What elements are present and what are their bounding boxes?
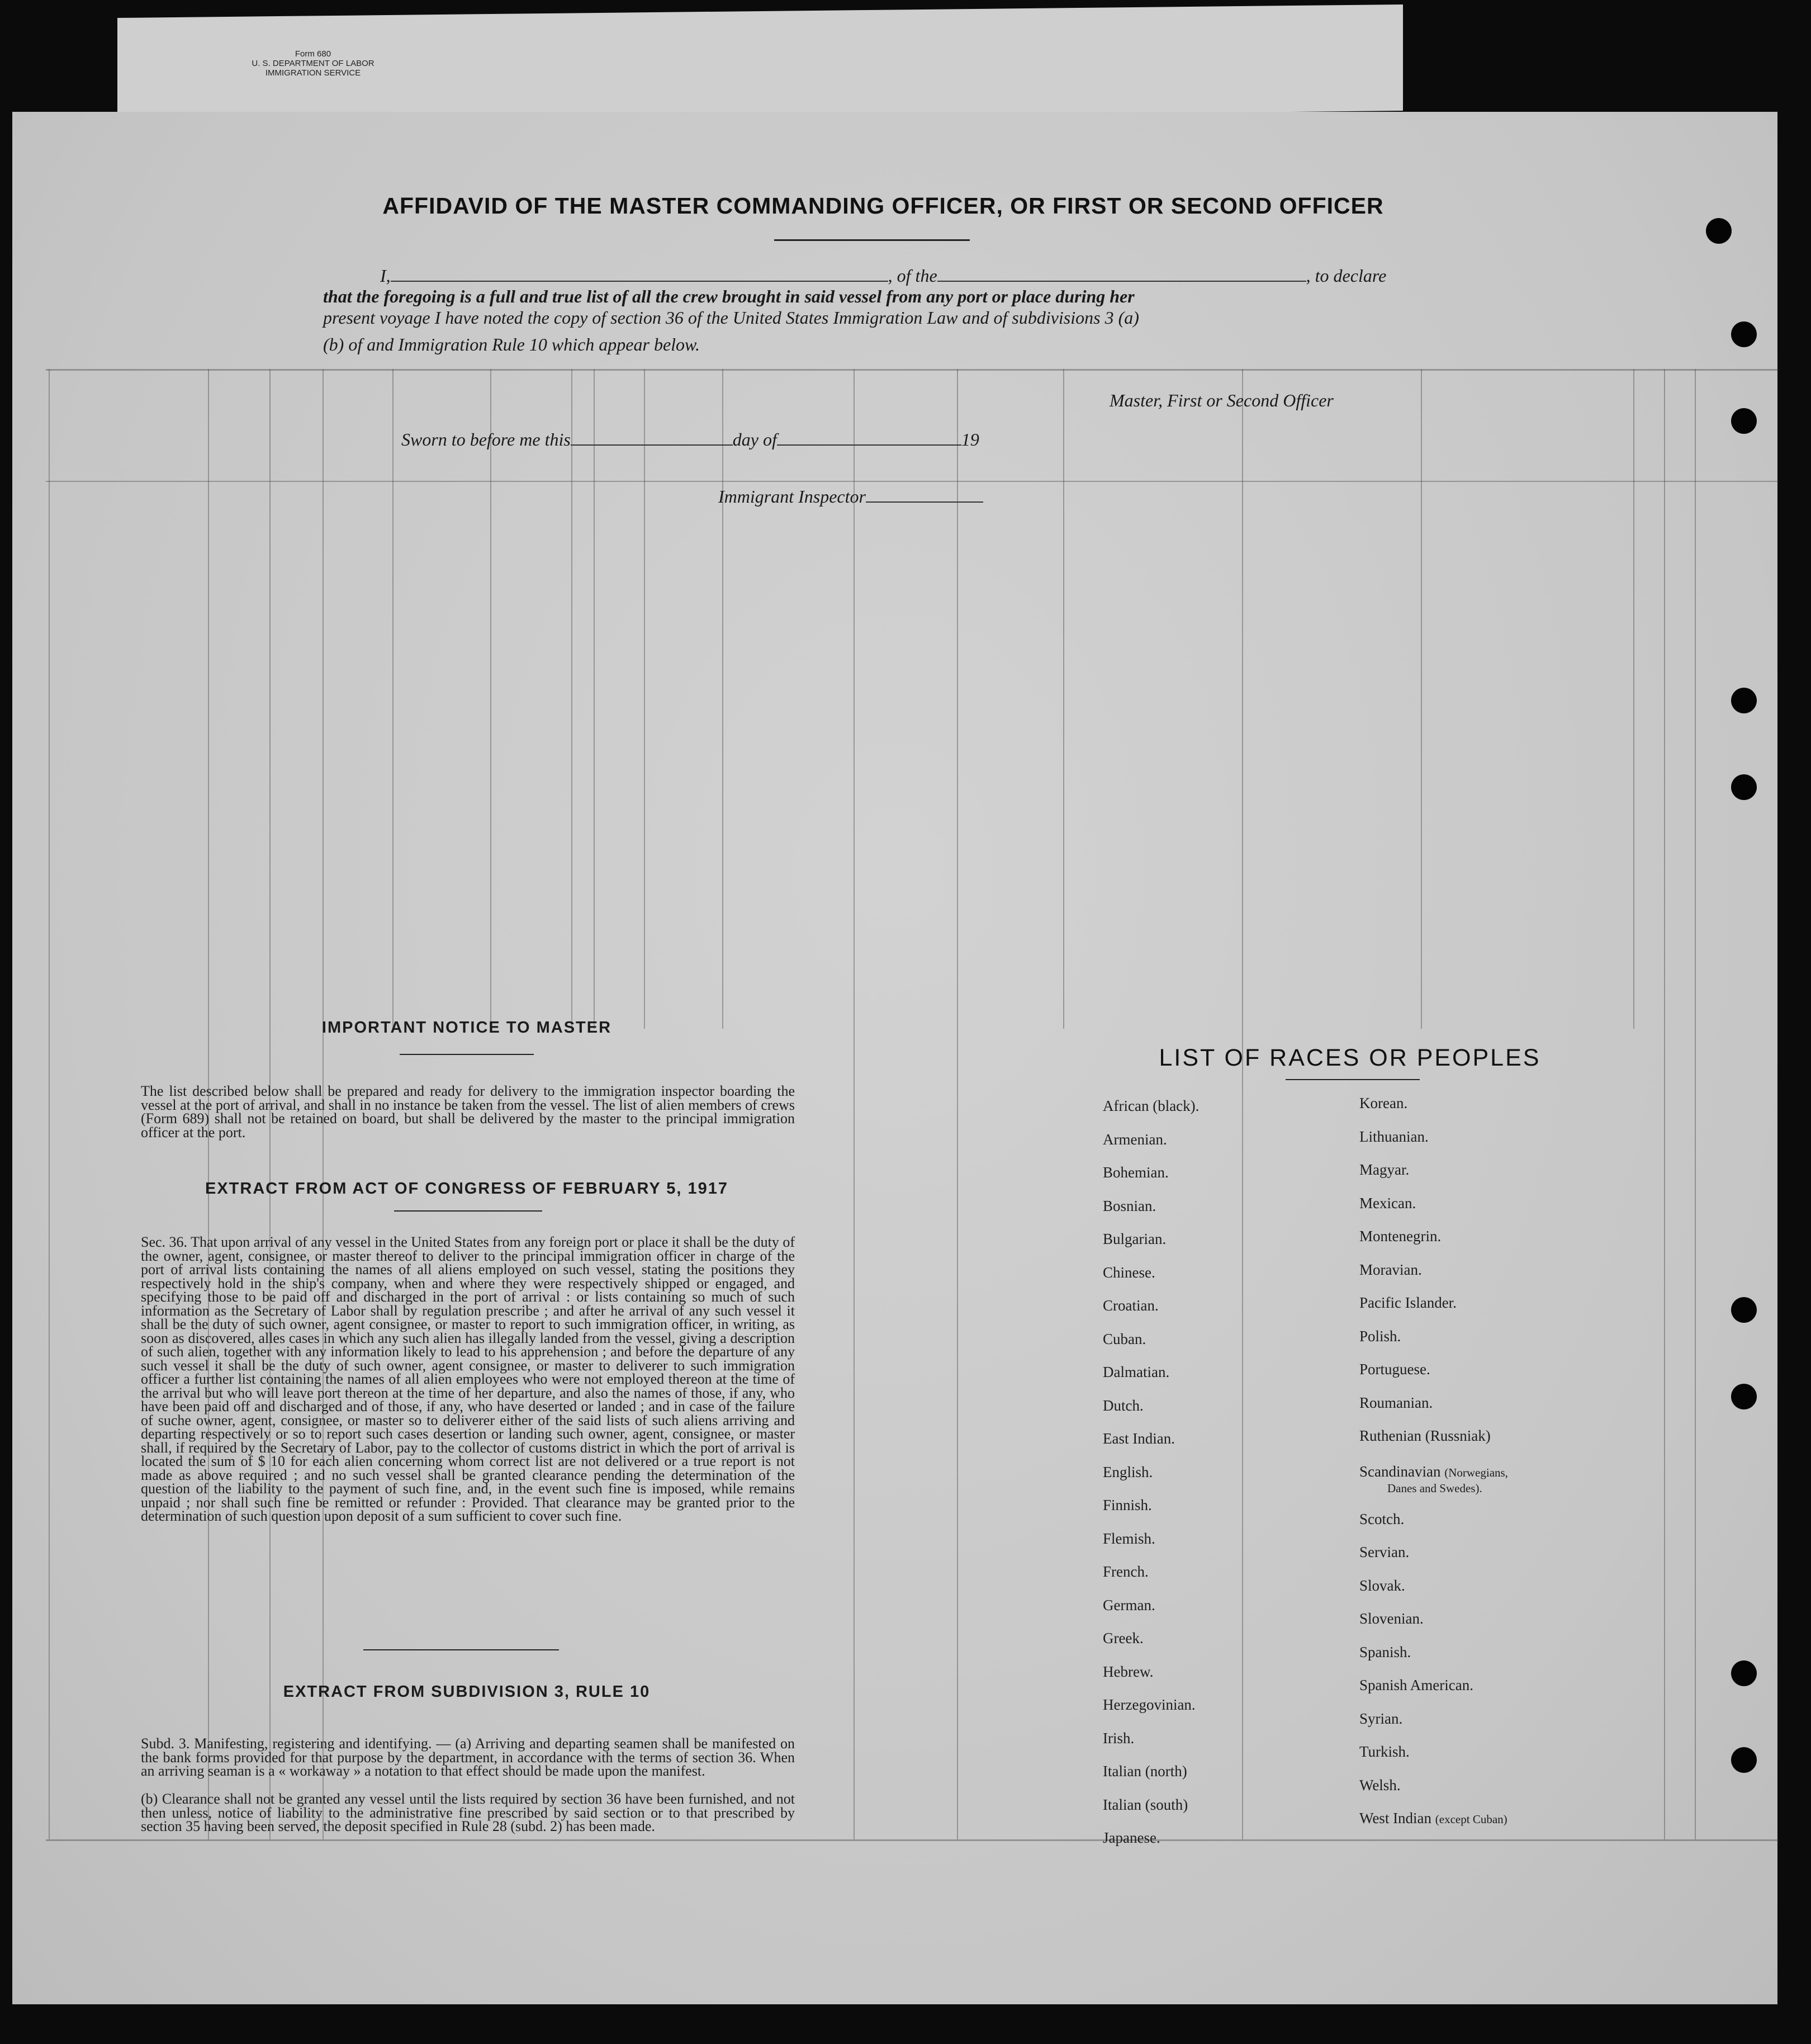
rule-divider bbox=[363, 1649, 559, 1650]
race-item: Greek. bbox=[1103, 1630, 1144, 1646]
race-item: Mexican. bbox=[1359, 1194, 1416, 1212]
race-item: Spanish American. bbox=[1359, 1677, 1473, 1693]
race-item: Magyar. bbox=[1359, 1161, 1410, 1178]
race-item: Montenegrin. bbox=[1359, 1228, 1442, 1245]
race-item: Scandinavian bbox=[1359, 1463, 1441, 1480]
race-item: Servian. bbox=[1359, 1544, 1410, 1560]
race-item: Dalmatian. bbox=[1103, 1364, 1170, 1380]
punch-hole bbox=[1731, 1297, 1757, 1323]
race-item: East Indian. bbox=[1103, 1430, 1175, 1447]
department-name: U. S. DEPARTMENT OF LABOR bbox=[252, 59, 374, 68]
affidavit-line-1 bbox=[380, 266, 1386, 286]
race-item: Bohemian. bbox=[1103, 1164, 1169, 1181]
race-item: Moravian. bbox=[1359, 1261, 1422, 1278]
affidavit-to-declare: , to declare bbox=[1306, 266, 1387, 286]
punch-hole bbox=[1731, 408, 1757, 434]
punch-hole bbox=[1731, 1660, 1757, 1686]
race-item: African (black). bbox=[1103, 1097, 1200, 1114]
race-item: Armenian. bbox=[1103, 1130, 1167, 1148]
race-item: Roumanian. bbox=[1359, 1394, 1433, 1411]
signature-label: Master, First or Second Officer bbox=[1110, 390, 1334, 410]
punch-hole bbox=[1706, 218, 1732, 244]
race-item: Dutch. bbox=[1103, 1397, 1144, 1414]
act-extract-title: EXTRACT FROM ACT OF CONGRESS OF FEBRUARY 5, 1917 bbox=[205, 1180, 729, 1198]
affidavit-line-2: that the foregoing is a full and true list of all the crew brought in said vessel from any port or place during her bbox=[323, 286, 1135, 306]
year-prefix: 19 bbox=[961, 429, 979, 450]
race-item: English. bbox=[1103, 1463, 1153, 1480]
race-item: Flemish. bbox=[1103, 1530, 1155, 1547]
race-item: Slovak. bbox=[1359, 1577, 1405, 1594]
race-item-scandinavian bbox=[1359, 1461, 1508, 1511]
table-col-line bbox=[1695, 369, 1696, 1839]
rule-extract-text-a: Subd. 3. Manifesting, registering and identifying. — (a) Arriving and departing seamen shall be manifested on the bank forms provided for that purpose by the department, in accordance with the terms of section 36. When an arriving seaman is a « workaway » a notation to that effect should be made upon the manifest. bbox=[141, 1735, 795, 1779]
inspector-line bbox=[718, 486, 983, 507]
form-number-label bbox=[196, 49, 430, 78]
table-col-line bbox=[490, 369, 491, 1029]
races-right-column bbox=[1359, 1095, 1508, 1843]
race-item: Chinese. bbox=[1103, 1264, 1155, 1281]
table-col-line bbox=[957, 369, 958, 1839]
punch-hole bbox=[1731, 321, 1757, 347]
table-col-line bbox=[854, 369, 855, 1839]
race-item: Portuguese. bbox=[1359, 1361, 1430, 1378]
table-col-line bbox=[571, 369, 572, 1029]
race-item: West Indian bbox=[1359, 1810, 1432, 1827]
race-item: Finnish. bbox=[1103, 1497, 1152, 1513]
table-col-line bbox=[1664, 369, 1665, 1839]
table-header-rule bbox=[46, 481, 1779, 482]
table-col-line bbox=[722, 369, 723, 1029]
rule-extract-title: EXTRACT FROM SUBDIVISION 3, RULE 10 bbox=[283, 1683, 651, 1701]
race-item: French. bbox=[1103, 1563, 1149, 1580]
table-col-line bbox=[1421, 369, 1422, 1029]
race-item: Irish. bbox=[1103, 1729, 1135, 1747]
name-blank bbox=[391, 267, 888, 282]
notice-text: The list described below shall be prepared and ready for delivery to the immigration inspector boarding the vessel at the port of arrival, and shall in no instance be taken from the vessel. The list of alien members of crews (Form 689) shall not be retained on board, but shall be delivered by the master to the principal immigration officer at the port. bbox=[141, 1083, 795, 1141]
table-col-line bbox=[1633, 369, 1634, 1029]
race-item: German. bbox=[1103, 1596, 1155, 1614]
punch-hole bbox=[1731, 1747, 1757, 1773]
sworn-text: Sworn to before me this bbox=[401, 429, 571, 450]
day-of-text: day of bbox=[732, 429, 777, 450]
race-item: Croatian. bbox=[1103, 1297, 1159, 1314]
race-item: Italian (north) bbox=[1103, 1763, 1187, 1780]
act-extract-text: Sec. 36. That upon arrival of any vessel in the United States from any foreign port or place it shall be the duty of the owner, agent, consignee, or master thereof to deliver to the principal immigration officer in charge of the port of arrival lists containing the names of all aliens employed on such vessel, stating the positions they respectively hold in the ship's company, when and where they were respectively shipped or engaged, and specifying those to be paid off and discharged in the port of arrival : or lists containing so much of such information as the Secretary of Labor shall by regulation prescribe ; and after he arrival of any such vessel it shall be the duty of such owner, agent consignee, or master to report to such immigration officer, in writing, as soon as discovered, alles cases in which any such alien has illegally landed from the vessel, giving a description of such alien, together with any information likely to lead to his apprehension ; and before the departure of any such vessel it shall be the duty of such owner, agent consignee, or master to deliverer to such immigration officer a further list containing the names of all alien employees who were not employed thereon at the time of the arrival but who will leave port thereon at the time of her departure, and also the names of those, if any, who have been paid off and discharged and of those, if any, who have deserted or landed ; and in case of the failure of suche owner, agent, consignee, or master so to deliverer either of the said lists of such aliens arriving and departing respectively or so to report such cases desertion or landing such owner, agent, consignee, or master shall, if required by the Secretary of Labor, pay to the collector of customs district in which the port of arrival is located the sum of $ 10 for each alien concerning whom correct list are not delivered or a true report is not made as above required ; and no such vessel shall be granted clearance pending the determination of the question of the liability to the payment of such fine, and, in the event such fine is imposed, while remains unpaid ; nor shall such fine be remitted or refunder : Provided. That clearance may be granted prior to the determination of such question upon deposit of a sum sufficient to cover such fine. bbox=[141, 1234, 795, 1524]
race-item: Ruthenian (Russniak) bbox=[1359, 1427, 1491, 1444]
vessel-blank bbox=[937, 267, 1306, 282]
race-item: Welsh. bbox=[1359, 1776, 1401, 1794]
race-item: Italian (south) bbox=[1103, 1796, 1188, 1813]
race-item: Japanese. bbox=[1103, 1829, 1160, 1846]
sworn-line bbox=[401, 429, 979, 450]
races-underline bbox=[1286, 1079, 1420, 1080]
race-item: Scotch. bbox=[1359, 1510, 1405, 1527]
race-item: Bulgarian. bbox=[1103, 1231, 1167, 1247]
affidavit-line-4: (b) of and Immigration Rule 10 which appear below. bbox=[323, 334, 700, 354]
race-item: Cuban. bbox=[1103, 1330, 1146, 1347]
race-item: Spanish. bbox=[1359, 1643, 1411, 1660]
inspector-blank bbox=[866, 488, 983, 503]
table-col-line bbox=[1242, 369, 1243, 1839]
races-left-column bbox=[1103, 1097, 1199, 1863]
affidavit-title: AFFIDAVID OF THE MASTER COMMANDING OFFICER, OR FIRST OR SECOND OFFICER bbox=[382, 193, 1384, 219]
inspector-label: Immigrant Inspector bbox=[718, 486, 866, 507]
service-name: IMMIGRATION SERVICE bbox=[265, 68, 361, 78]
race-item: Hebrew. bbox=[1103, 1663, 1154, 1680]
race-item: Korean. bbox=[1359, 1095, 1408, 1111]
race-note: (except Cuban) bbox=[1435, 1813, 1507, 1826]
punch-hole bbox=[1731, 688, 1757, 713]
race-item: Turkish. bbox=[1359, 1743, 1410, 1760]
race-note: (Norwegians, bbox=[1444, 1465, 1508, 1479]
race-item: Bosnian. bbox=[1103, 1197, 1156, 1214]
table-top-rule bbox=[46, 369, 1779, 371]
title-underline bbox=[774, 239, 970, 241]
notice-underline bbox=[400, 1054, 534, 1055]
race-item: Syrian. bbox=[1359, 1710, 1403, 1727]
race-item: Lithuanian. bbox=[1359, 1128, 1429, 1145]
race-item-west-indian bbox=[1359, 1810, 1508, 1843]
affidavit-of-the: , of the bbox=[888, 266, 937, 286]
race-item: Herzegovinian. bbox=[1103, 1696, 1196, 1713]
race-item: Polish. bbox=[1359, 1327, 1401, 1345]
month-blank bbox=[777, 431, 961, 446]
punch-hole bbox=[1731, 774, 1757, 800]
notice-title: IMPORTANT NOTICE TO MASTER bbox=[321, 1019, 612, 1037]
act-underline bbox=[394, 1210, 542, 1212]
table-col-line bbox=[1063, 369, 1064, 1029]
table-col-line bbox=[49, 369, 50, 1839]
table-col-line bbox=[644, 369, 645, 1029]
table-col-line bbox=[594, 369, 595, 1029]
affidavit-line-3: present voyage I have noted the copy of section 36 of the United States Immigration Law and of subdivisions 3 (a) bbox=[323, 307, 1139, 328]
affidavit-i: I, bbox=[380, 266, 391, 286]
race-item: Pacific Islander. bbox=[1359, 1294, 1457, 1311]
table-bottom-rule bbox=[46, 1839, 1779, 1841]
form-number: Form 680 bbox=[295, 49, 331, 59]
race-item: Slovenian. bbox=[1359, 1610, 1424, 1627]
races-title: LIST OF RACES OR PEOPLES bbox=[1159, 1044, 1541, 1071]
rule-extract-text-b: (b) Clearance shall not be granted any vessel until the lists required by section 36 have been furnished, and not then unless, notice of liability to the administrative fine prescribed by said section or to that prescribed by section 35 having been served, the deposit specified in Rule 28 (subd. 2) has been made. bbox=[141, 1791, 795, 1834]
day-blank bbox=[571, 431, 733, 446]
race-note: Danes and Swedes). bbox=[1387, 1481, 1482, 1495]
punch-hole bbox=[1731, 1384, 1757, 1409]
table-col-line bbox=[392, 369, 394, 1029]
